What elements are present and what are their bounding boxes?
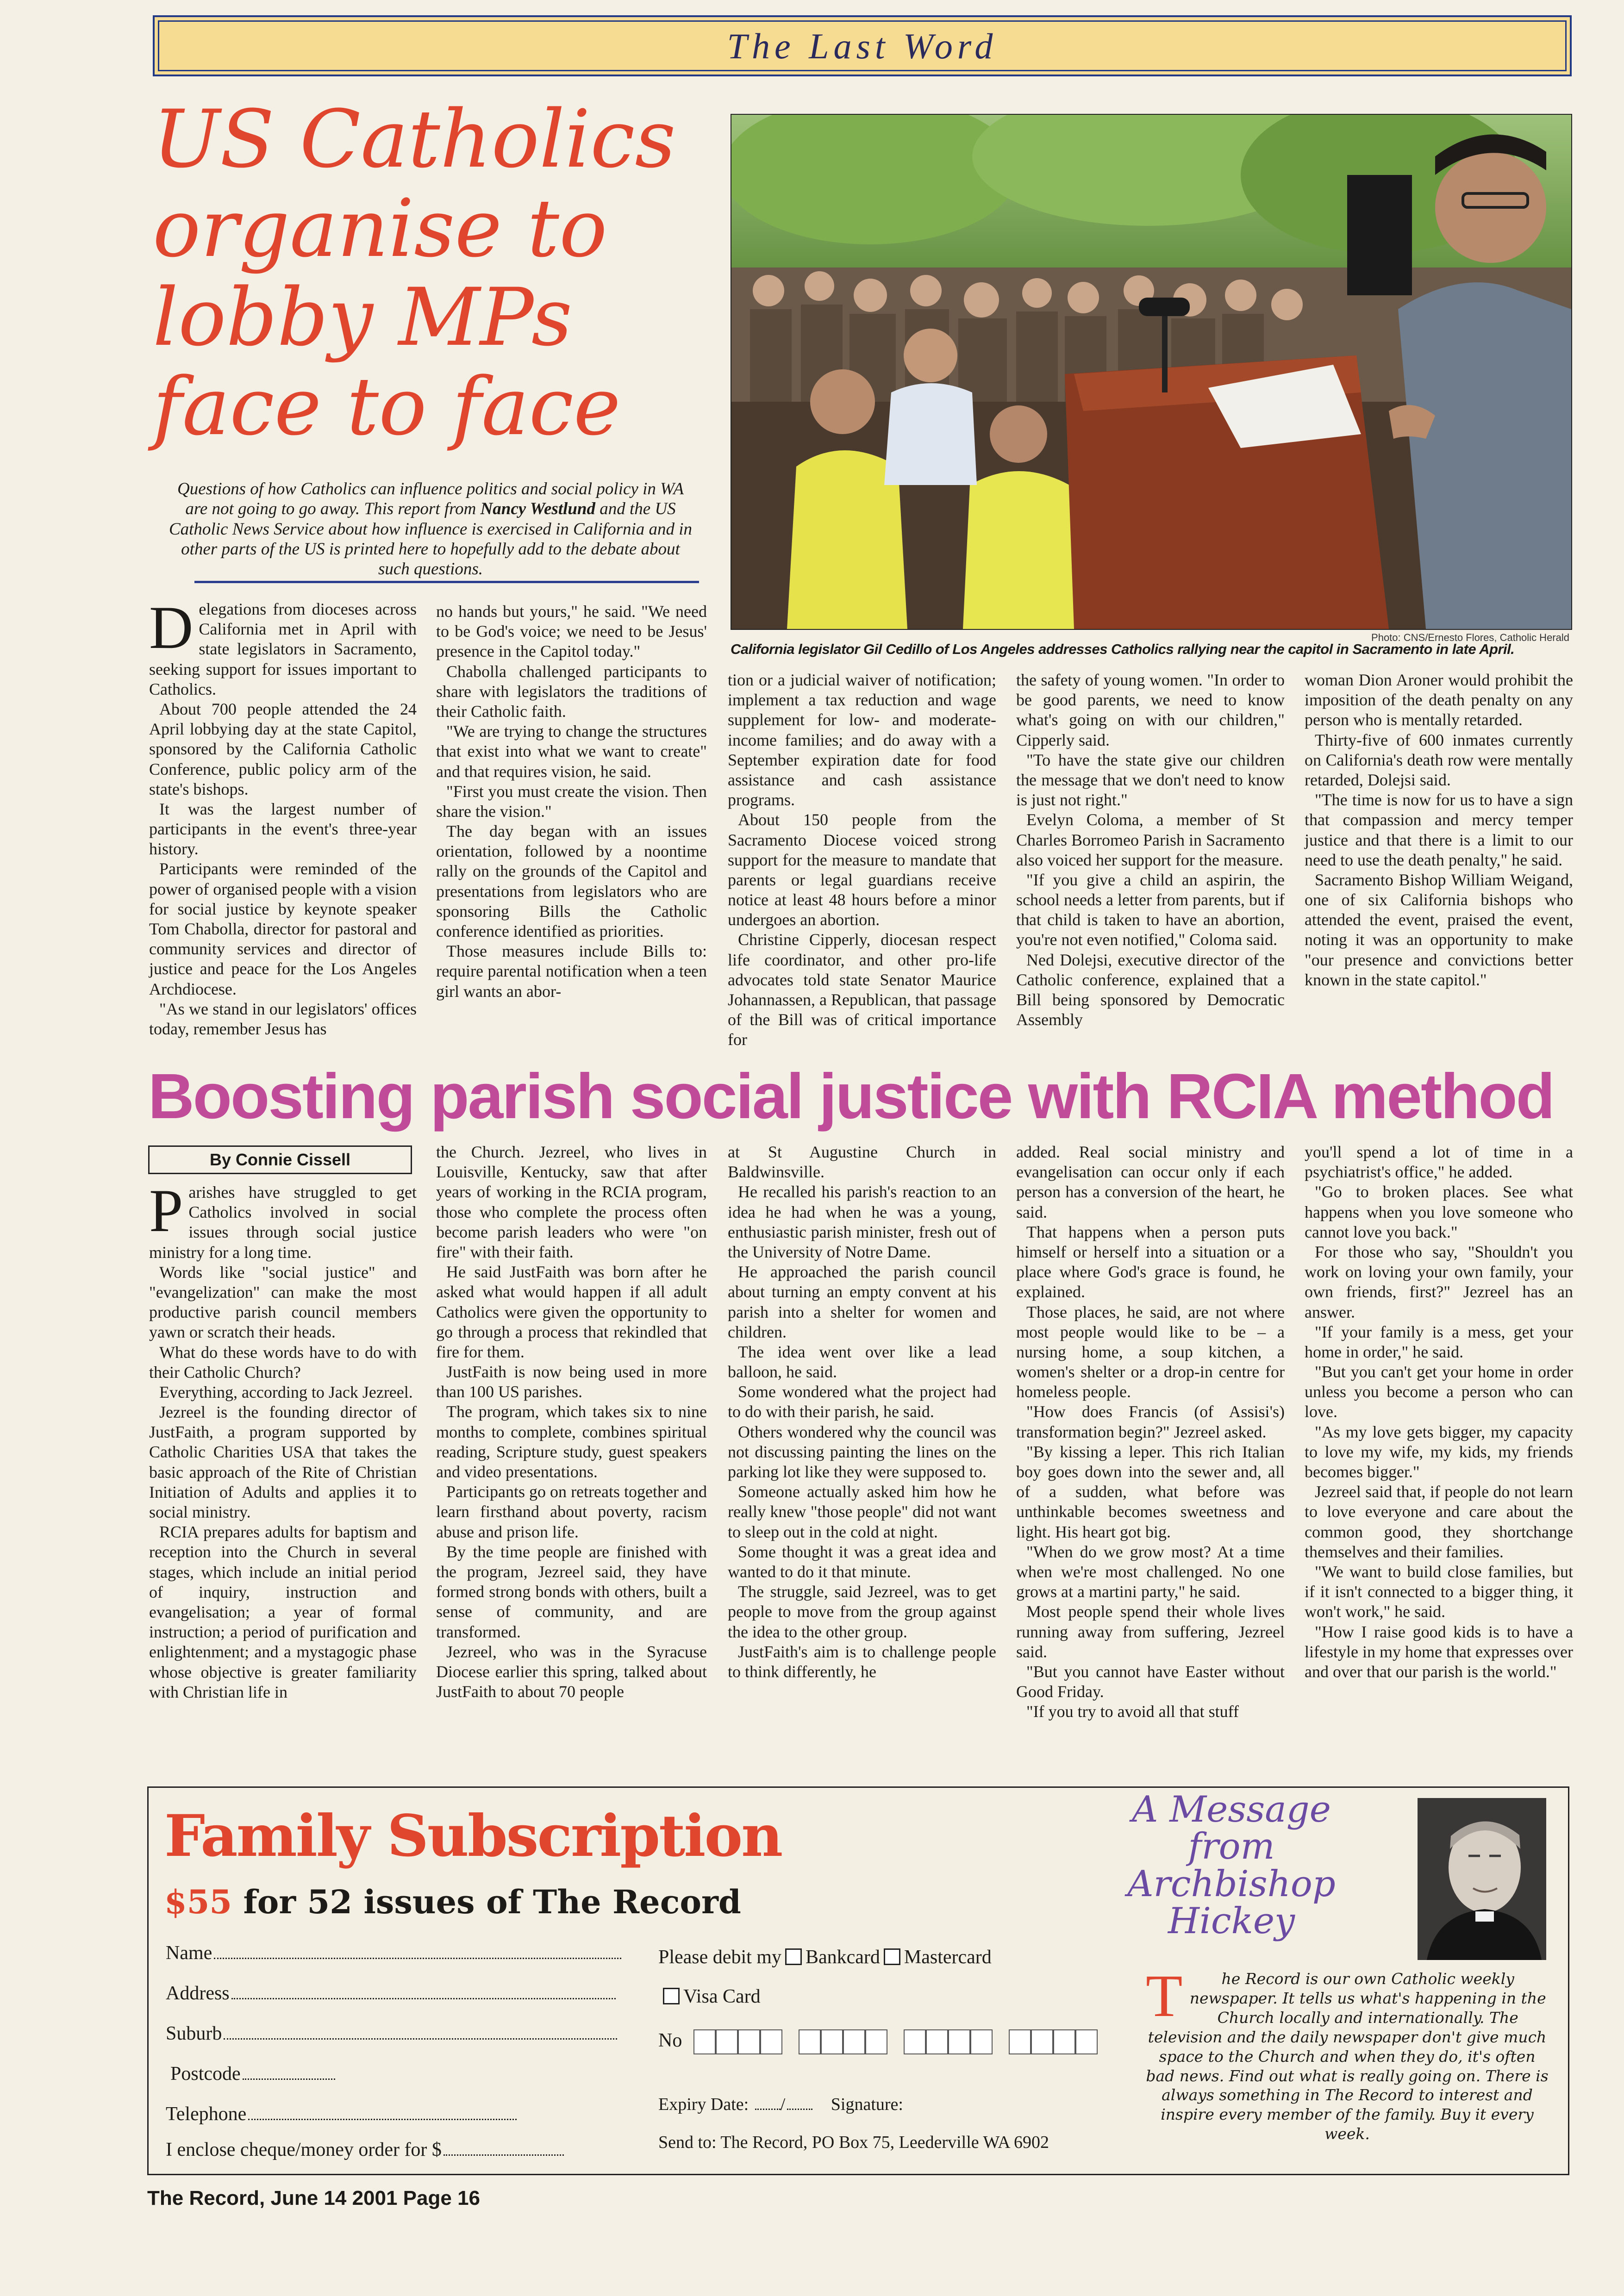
portrait-illustration <box>1418 1798 1546 1960</box>
message-text: T he Record is our own Catholic weekly newspaper. It tells us what's happening in the Church locally and internationally. The television and the daily newspaper don't give much space to the Church and when they do, it's often bad news. Find out what is really going on. There is always something in The Record to interest and inspire every member of the family. Buy it every week. <box>1146 1963 1549 2143</box>
photo-caption: California legislator Gil Cedillo of Los Angeles addresses Catholics rallying near the capitol in Sacramento in late April. <box>731 641 1515 657</box>
article1-intro: Questions of how Catholics can influence politics and social policy in WA are not going to go away. This report from Nancy Westlund and the US Catholic News Service about how influence is exercised in California and in other parts of the US is printed here to hopefully add to the debate about such questions. <box>169 479 693 579</box>
paragraph: It was the largest number of participants in the event's three-year history. <box>149 799 417 859</box>
headline-line: lobby MPs <box>153 271 573 364</box>
paragraph: Words like "social justice" and "evangelization" can make the most productive parish council members yawn or scratch their heads. <box>149 1263 417 1342</box>
paragraph: tion or a judicial waiver of notification; implement a tax reduction and wage supplement for low- and moderate- income families; and do away with a September expiration date for food assistance and cash assistance programs. <box>728 671 996 809</box>
paragraph: "If you give a child an aspirin, the school needs a letter from parents, but if that child is taken to have an abortion, you're not even notified," Coloma said. <box>1016 870 1285 949</box>
paragraph: Jezreel is the founding director of JustFaith, a program supported by Catholic Charities USA that takes the basic approach of the Rite of Christian Initiation of Adults and applies it to social ministry. <box>149 1403 417 1521</box>
paragraph: Delegations from dioceses across California met in April with state legislators in Sacramento, seeking support for issues important to Catholics. <box>149 593 417 698</box>
paragraph: no hands but yours," he said. "We need to be God's voice; we need to be Jesus' presence in the Capitol today." <box>436 602 707 661</box>
postcode-field[interactable]: Postcode <box>170 2063 335 2085</box>
paragraph: "When do we grow most? At a time when we're most challenged. No one grows at a martini party," he said. <box>1016 1542 1285 1601</box>
paragraph: Most people spend their whole lives running away from suffering, Jezreel said. <box>1016 1602 1285 1661</box>
card-number-input[interactable] <box>693 2029 1098 2054</box>
paragraph: "First you must create the vision. Then share the vision." <box>436 782 707 821</box>
paragraph: About 700 people attended the 24 April lobbying day at the state Capitol, sponsored by the California Catholic Conference, public policy arm of the state's bishops. <box>149 699 417 798</box>
dropcap: D <box>149 593 194 661</box>
headline-line: organise to <box>153 181 607 275</box>
article2-column-2 <box>436 1142 707 1702</box>
paragraph: Those measures include Bills to: require parental notification when a teen girl wants an abor- <box>436 942 707 1001</box>
card-number-row <box>658 2029 1098 2054</box>
article2-column-4 <box>1016 1142 1285 1722</box>
paragraph: "The time is now for us to have a sign that compassion and mercy temper justice and that there is a limit to our need to use the death penalty," he said. <box>1305 790 1573 869</box>
archbishop-portrait <box>1418 1798 1546 1960</box>
paragraph: About 150 people from the Sacramento Diocese voiced strong support for the measure to mandate that parents or legal guardians receive notice at least 48 hours before a minor undergoes an abortion. <box>728 810 996 929</box>
paragraph: The idea went over like a lead balloon, he said. <box>728 1342 996 1381</box>
page-footer: The Record, June 14 2001 Page 16 <box>147 2187 481 2209</box>
paragraph: The day began with an issues orientation, followed by a noontime rally on the grounds of the Capitol and presentations from legislators who are sponsoring Bills the Catholic conference identified as priorities. <box>436 822 707 940</box>
paragraph: "Go to broken places. See what happens when you love someone who cannot love you back." <box>1305 1182 1573 1241</box>
section-title: The Last Word <box>727 26 998 66</box>
paragraph: "As we stand in our legislators' offices today, remember Jesus has <box>149 999 417 1038</box>
headline-line: face to face <box>153 360 621 453</box>
paragraph: What do these words have to do with their Catholic Church? <box>149 1343 417 1381</box>
article1-column-5 <box>1305 670 1573 990</box>
visa-label: Visa Card <box>683 1986 761 2007</box>
paragraph: woman Dion Aroner would prohibit the imposition of the death penalty on any person who is mentally retarded. <box>1305 671 1573 729</box>
bankcard-label: Bankcard <box>805 1947 880 1968</box>
paragraph: "How I raise good kids is to have a lifestyle in my home that expresses over and over that our parish is the world." <box>1305 1622 1573 1681</box>
paragraph: Christine Cipperly, diocesan respect life coordinator, and other pro-life advocates told state Senator Maurice Johannassen, a Republican, that passage of the Bill was of critical importance for <box>728 930 996 1049</box>
paragraph: Some wondered what the project had to do with their parish, he said. <box>728 1382 996 1421</box>
mastercard-label: Mastercard <box>904 1947 992 1968</box>
paragraph: He approached the parish council about turning an empty convent at his parish into a shelter for women and children. <box>728 1263 996 1341</box>
article1-column-4 <box>1016 670 1285 1030</box>
paragraph: the safety of young women. "In order to be good parents, we need to know what's going on with our children," Cipperly said. <box>1016 671 1285 749</box>
paragraph: RCIA prepares adults for baptism and reception into the Church in several stages, which include an initial period of inquiry, instruction and evangelisation; a year of formal instruction; a period of purification and enlightenment; and a mystagogic phase whose objective is greater familiarity with Christian life in <box>149 1523 417 1701</box>
article1-column-3 <box>728 670 996 1050</box>
debit-options <box>658 1946 992 1968</box>
paragraph: JustFaith's aim is to challenge people to think differently, he <box>728 1642 996 1681</box>
visa-checkbox[interactable] <box>663 1988 680 2004</box>
expiry-label: Expiry Date: <box>658 2095 749 2114</box>
paragraph: "We are trying to change the structures that exist into what we want to create" and that requires vision, he said. <box>436 722 707 781</box>
paragraph: The struggle, said Jezreel, was to get people to move from the group against the idea to the other group. <box>728 1582 996 1641</box>
mastercard-checkbox[interactable] <box>884 1948 900 1965</box>
article2-headline: Boosting parish social justice with RCIA method <box>148 1061 1554 1132</box>
paragraph: "But you can't get your home in order unless you become a person who can love. <box>1305 1363 1573 1421</box>
cheque-amount-field[interactable]: I enclose cheque/money order for $ <box>166 2139 564 2161</box>
paragraph: you'll spend a lot of time in a psychiatrist's office," he added. <box>1305 1143 1573 1182</box>
paragraph: added. Real social ministry and evangelisation can occur only if each person has a conversion of the heart, he said. <box>1016 1143 1285 1221</box>
paragraph: He recalled his parish's reaction to an idea he had when he was a young, enthusiastic parish minister, fresh out of the University of Notre Dame. <box>728 1182 996 1261</box>
subscription-price: $55 for 52 issues of The Record <box>164 1883 741 1921</box>
bankcard-checkbox[interactable] <box>785 1948 802 1965</box>
name-field[interactable]: Name <box>166 1942 621 1964</box>
expiry-month-field[interactable] <box>755 2108 781 2110</box>
photo-credit: Photo: CNS/Ernesto Flores, Catholic Herald <box>1371 632 1569 643</box>
paragraph: Evelyn Coloma, a member of St Charles Borromeo Parish in Sacramento also voiced her support for the measure. <box>1016 810 1285 869</box>
article1-column-2 <box>436 602 707 1002</box>
paragraph: Someone actually asked him how he really knew "those people" did not want to sleep out in the cold at night. <box>728 1482 996 1541</box>
message-title: A Message from Archbishop Hickey <box>1127 1789 1336 1942</box>
paragraph: "If your family is a mess, get your home in order," he said. <box>1305 1322 1573 1361</box>
paragraph: By the time people are finished with the program, Jezreel said, they have formed strong bonds with others, built a sense of community, and are transformed. <box>436 1542 707 1641</box>
article2-column-5 <box>1305 1142 1573 1682</box>
paragraph: Participants were reminded of the power of organised people with a vision for social justice by keynote speaker Tom Chabolla, director for pastoral and community services and director of justice and peace for the Los Angeles Archdiocese. <box>149 859 417 998</box>
paragraph: "We want to build close families, but if it isn't connected to a bigger thing, it won't work," he said. <box>1305 1562 1573 1621</box>
paragraph: He said JustFaith was born after he asked what would happen if all adult Catholics were given the opportunity to go through a process that rekindled that fire for them. <box>436 1263 707 1361</box>
card-number-label: No <box>658 2030 682 2051</box>
section-banner <box>153 15 1572 76</box>
subscription-title: Family Subscription <box>164 1803 782 1870</box>
rally-photo <box>731 114 1572 630</box>
paragraph: "If you try to avoid all that stuff <box>1026 1702 1239 1721</box>
headline-line: US Catholics <box>153 93 676 186</box>
byline: By Connie Cissell <box>148 1145 412 1174</box>
expiry-year-field[interactable] <box>787 2108 812 2110</box>
debit-label: Please debit my <box>658 1947 781 1968</box>
signature-label: Signature: <box>831 2095 903 2114</box>
paragraph: JustFaith is now being used in more than 100 US parishes. <box>436 1363 707 1401</box>
dropcap: P <box>149 1176 183 1244</box>
paragraph: That happens when a person puts himself or herself into a situation or a place where God's grace is found, he explained. <box>1016 1222 1285 1301</box>
telephone-field[interactable]: Telephone <box>166 2103 517 2125</box>
article2-column-1 <box>149 1176 417 1702</box>
article2-column-3 <box>728 1142 996 1682</box>
author-name: Nancy Westlund <box>480 499 595 519</box>
article1-headline <box>153 95 685 452</box>
paragraph: Others wondered why the council was not discussing painting the lines on the parking lot like they were supposed to. <box>728 1422 996 1481</box>
paragraph: Chabolla challenged participants to share with legislators the traditions of their Catholic faith. <box>436 662 707 721</box>
paragraph: "To have the state give our children the message that we don't need to know is just not right." <box>1016 750 1285 809</box>
paragraph: Jezreel, who was in the Syracuse Diocese earlier this spring, talked about JustFaith to about 70 people <box>436 1642 707 1701</box>
article1-column-1 <box>149 593 417 1039</box>
paragraph: "By kissing a leper. This rich Italian boy goes down into the sewer and, all of a sudden, what before was unthinkable becomes sweetness and light. His heart got big. <box>1016 1442 1285 1541</box>
paragraph: at St Augustine Church in Baldwinsville. <box>728 1143 996 1182</box>
suburb-field[interactable]: Suburb <box>166 2022 617 2045</box>
paragraph: "As my love gets bigger, my capacity to love my wife, my kids, my friends becomes bigger." <box>1305 1422 1573 1481</box>
paragraph: The program, which takes six to nine months to complete, combines spiritual reading, Scripture study, guest speakers and video presentations. <box>436 1402 707 1481</box>
paragraph: Participants go on retreats together and learn firsthand about poverty, racism abuse and prison life. <box>436 1482 707 1541</box>
paragraph: "But you cannot have Easter without Good Friday. <box>1016 1662 1285 1701</box>
expiry-row: Expiry Date: / Signature: <box>658 2095 903 2114</box>
paragraph: Those places, he said, are not where most people would like to be – a nursing home, a soup kitchen, a women's shelter or a drop-in centre for homeless people. <box>1016 1302 1285 1401</box>
paragraph: Ned Dolejsi, executive director of the Catholic conference, explained that a Bill being sponsored by Democratic Assembly <box>1016 950 1285 1029</box>
paragraph: Parishes have struggled to get Catholics involved in social issues through social justice ministry for a long time. <box>149 1176 417 1262</box>
intro-divider <box>194 581 699 583</box>
paragraph: the Church. Jezreel, who lives in Louisville, Kentucky, saw that after years of working in the RCIA program, those who complete the process often become parish leaders who were "on fire" with their faith. <box>436 1143 707 1261</box>
rally-photo-illustration <box>731 115 1571 629</box>
send-to-address: Send to: The Record, PO Box 75, Leederville WA 6902 <box>658 2133 1049 2152</box>
dropcap: T <box>1146 1963 1183 2029</box>
visa-option <box>663 1985 761 2008</box>
paragraph: Some thought it was a great idea and wanted to do it that minute. <box>728 1542 996 1581</box>
paragraph: Everything, according to Jack Jezreel. <box>159 1382 413 1401</box>
paragraph: Thirty-five of 600 inmates currently on California's death row were mentally retarded, Dolejsi said. <box>1305 730 1573 789</box>
paragraph: Sacramento Bishop William Weigand, one of six California bishops who attended the event, praised the event, noting it was an opportunity to make "our presence and convictions better known in the state capitol." <box>1305 870 1573 989</box>
paragraph: For those who say, "Shouldn't you work on loving your own family, your own friends, first?" Jezreel has an answer. <box>1305 1242 1573 1321</box>
paragraph: Jezreel said that, if people do not learn to love everyone and care about the common good, they shortchange themselves and their families. <box>1305 1482 1573 1561</box>
paragraph: "How does Francis (of Assisi's) transformation begin?" Jezreel asked. <box>1016 1402 1285 1441</box>
address-field[interactable]: Address <box>166 1982 616 2004</box>
